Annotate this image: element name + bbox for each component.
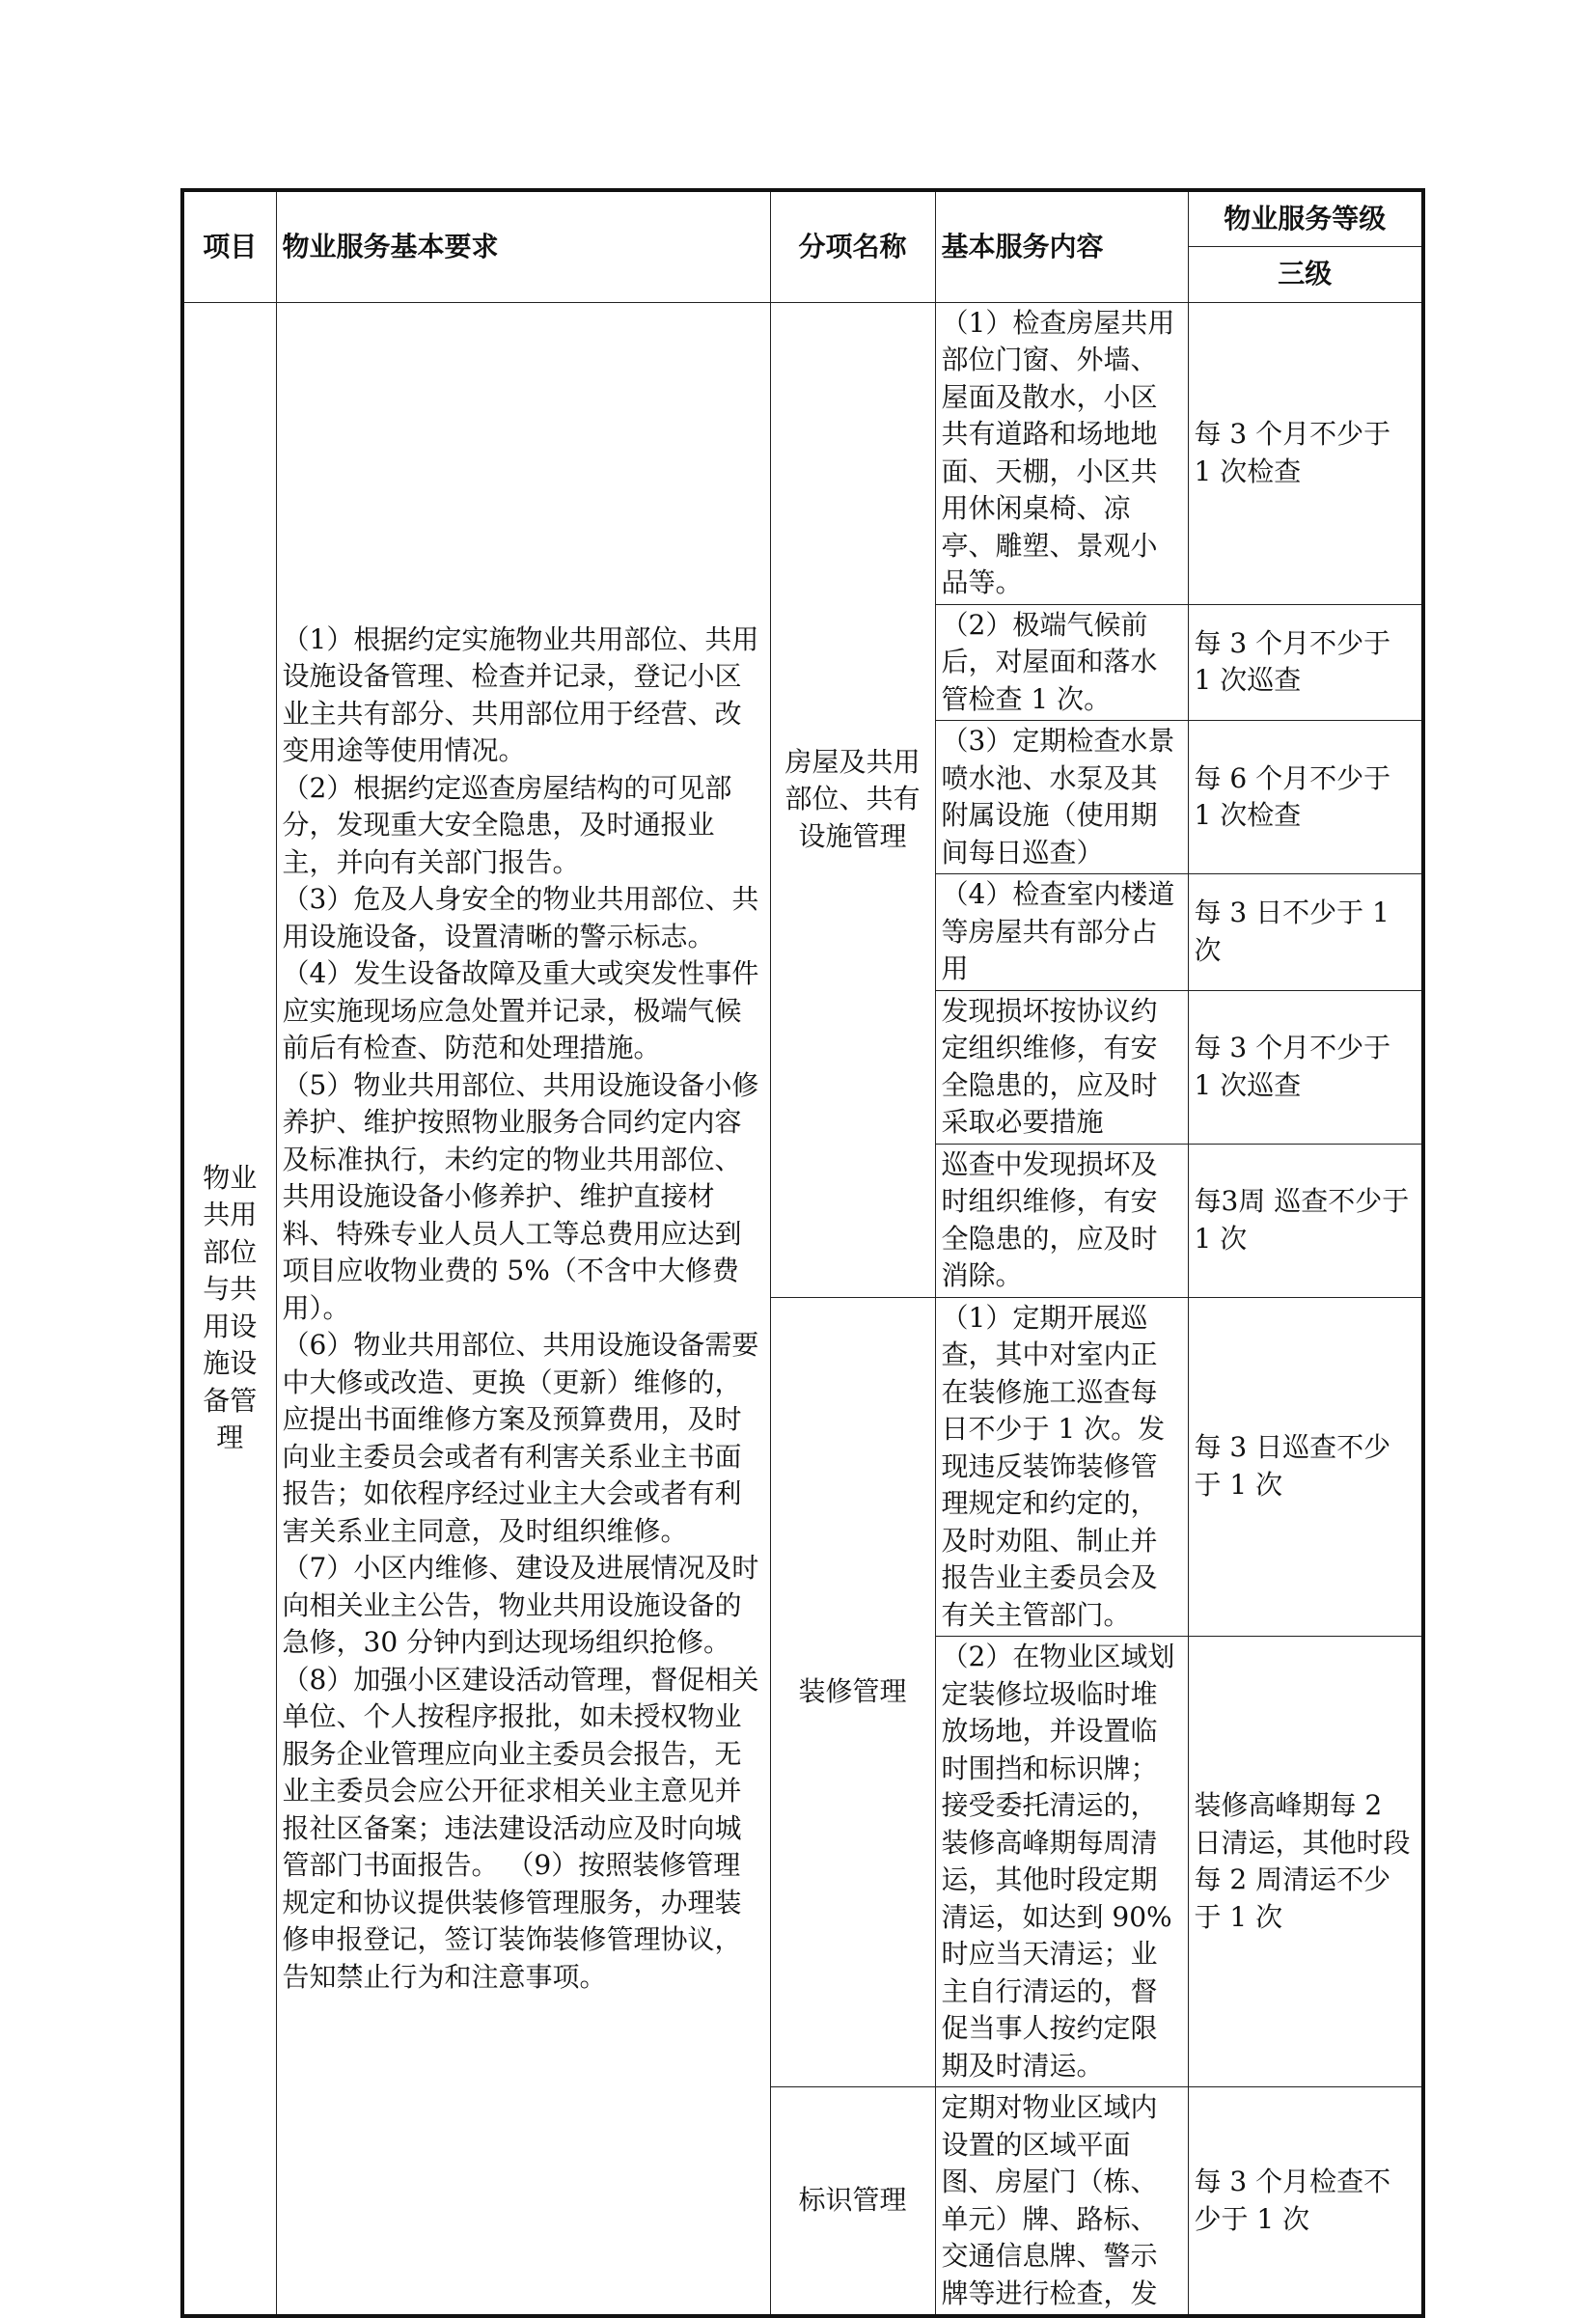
frequency-cell: 每 3 个月检查不少于 1 次 [1188,2087,1423,2317]
requirement-item: （2）根据约定巡查房屋结构的可见部分，发现重大安全隐患，及时通报业主，并向有关部门报告。 [282,771,732,878]
content-cell: （3）定期检查水景喷水池、水泵及其附属设施（使用期间每日巡查） [935,721,1188,874]
frequency-cell: 每 3 个月不少于 1 次巡查 [1188,604,1423,721]
frequency-cell: 每 6 个月不少于 1 次检查 [1188,721,1423,874]
content-cell: （4）检查室内楼道等房屋共有部分占用 [935,874,1188,991]
header-level-three: 三级 [1188,246,1423,302]
section-name-cell: 房屋及共用部位、共有设施管理 [770,302,935,1297]
content-cell: （1）定期开展巡查，其中对室内正在装修施工巡查每日不少于 1 次。发现违反装饰装修管理规定和约定的，及时劝阻、制止并报告业主委员会及有关主管部门。 [935,1297,1188,1637]
header-sub-name: 分项名称 [770,190,935,302]
table-row [182,302,1423,604]
content-cell: 巡查中发现损坏及时组织维修，有安全隐患的，应及时消除。 [935,1144,1188,1297]
requirement-item: （1）根据约定实施物业共用部位、共用设施设备管理、检查并记录，登记小区业主共有部分、共用部位用于经营、改变用途等使用情况。 [282,622,759,766]
frequency-cell: 每 3 个月不少于 1 次巡查 [1188,990,1423,1144]
header-project: 项目 [182,190,276,302]
requirement-item: （7）小区内维修、建设及进展情况及时向相关业主公告，物业共用设施设备的急修，30 分钟内到达现场组织抢修。 [282,1552,759,1658]
requirement-item: （4）发生设备故障及重大或突发性事件应实施现场应急处置并记录，极端气候前后有检查、防范和处理措施。 [282,957,759,1063]
content-cell: （1）检查房屋共用部位门窗、外墙、屋面及散水，小区共有道路和场地地面、天棚，小区共用休闲桌椅、凉亭、雕塑、景观小品等。 [935,302,1188,604]
requirement-item: （5）物业共用部位、共用设施设备小修养护、维护按照物业服务合同约定内容及标准执行，未约定的物业共用部位、共用设施设备小修养护、维护直接材料、特殊专业人员人工等总费用应达到项目应收物业费的 5%（不含中大修费用）。 [282,1068,759,1324]
header-service-level-group: 物业服务等级 [1188,190,1423,246]
content-cell: （2）在物业区域划定装修垃圾临时堆放场地，并设置临时围挡和标识牌；接受委托清运的，装修高峰期每周清运，其他时段定期清运，如达到 90% 时应当天清运；业主自行清运的，督促当事人按约定限期及时清运。 [935,1637,1188,2087]
requirement-item: （8）加强小区建设活动管理，督促相关单位、个人按程序报批，如未授权物业服务企业管理应向业主委员会报告，无业主委员会应公开征求相关业主意见并报社区备案；违法建设活动应及时向城管部门书面报告。 （9）按照装修管理规定和协议提供装修管理服务，办理装修申报登记，签订装饰装修管理协议，告知禁止行为和注意事项。 [282,1663,759,1993]
service-standard-table [180,188,1425,2318]
frequency-cell: 每 3 日不少于 1 次 [1188,874,1423,991]
section-name-cell: 标识管理 [770,2087,935,2317]
header-service-content: 基本服务内容 [935,190,1188,302]
frequency-cell: 每 3 日巡查不少于 1 次 [1188,1297,1423,1637]
frequency-cell: 每3周 巡查不少于1 次 [1188,1144,1423,1297]
requirement-item: （3）危及人身安全的物业共用部位、共用设施设备，设置清晰的警示标志。 [282,883,759,952]
header-basic-requirements: 物业服务基本要求 [276,190,770,302]
requirements-cell [276,302,770,2316]
content-cell: 发现损坏按协议约定组织维修，有安全隐患的，应及时采取必要措施 [935,990,1188,1144]
frequency-cell: 装修高峰期每 2 日清运，其他时段每 2 周清运不少于 1 次 [1188,1637,1423,2087]
section-name-cell: 装修管理 [770,1297,935,2087]
content-cell: （2）极端气候前后，对屋面和落水管检查 1 次。 [935,604,1188,721]
frequency-cell: 每 3 个月不少于 1 次检查 [1188,302,1423,604]
requirement-item: （6）物业共用部位、共用设施设备需要中大修或改造、更换（更新）维修的，应提出书面维修方案及预算费用，及时向业主委员会或者有利害关系业主书面报告；如依程序经过业主大会或者有利害关系业主同意，及时组织维修。 [282,1329,759,1547]
project-name-cell: 物业共用部位与共用设施设备管理 [182,302,276,2316]
content-cell: 定期对物业区域内设置的区域平面图、房屋门（栋、单元）牌、路标、交通信息牌、警示牌等进行检查，发 [935,2087,1188,2317]
header-row [182,190,1423,246]
